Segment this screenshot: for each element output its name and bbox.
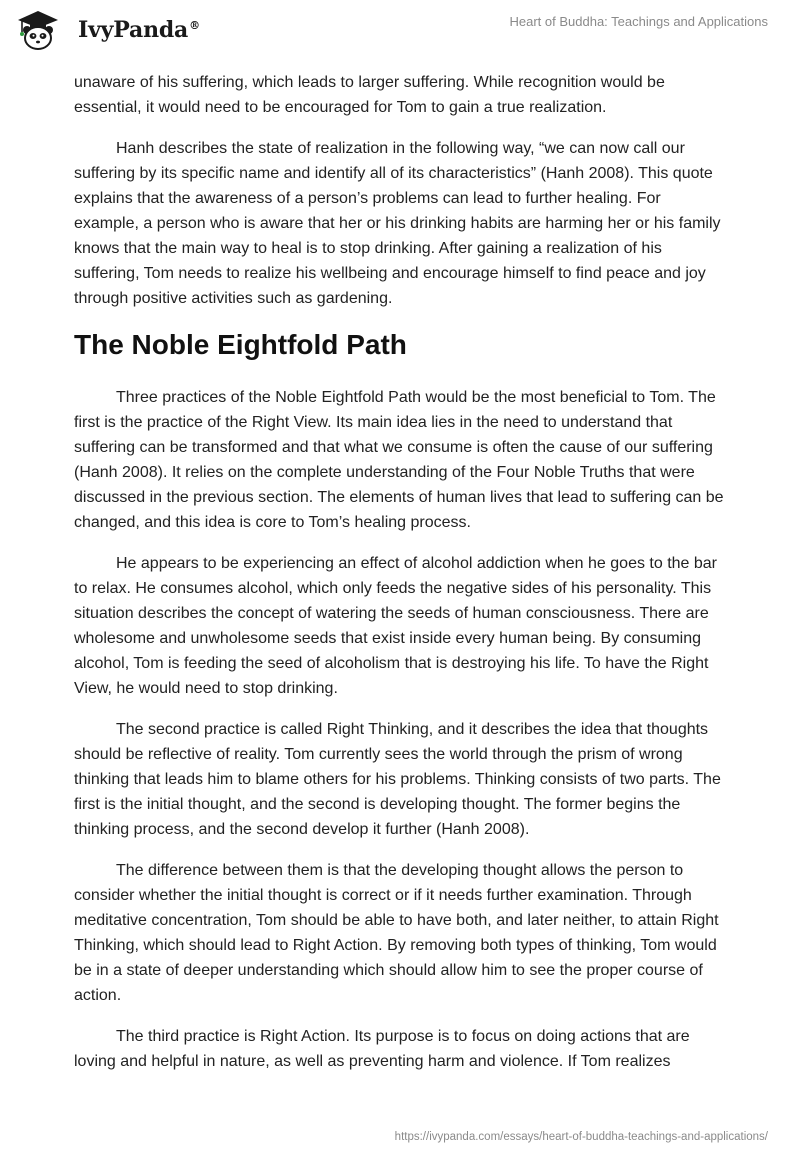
paragraph: He appears to be experiencing an effect of alcohol addiction when he goes to the bar to relax. He consumes alcohol, which only feeds the negative sides of his personality. This situation describes the concept of watering the seeds of human consciousness. There are wholesome and unwholesome seeds that exist inside every human being. By consuming alcohol, Tom is feeding the seed of alcoholism that is destroying his life. To have the Right View, he would need to stop drinking. [74,555,718,697]
panda-graduation-cap-icon [14,8,72,52]
registered-mark: ® [189,18,200,32]
paragraph: The third practice is Right Action. Its purpose is to focus on doing actions that are loving and helpful in nature, as well as preventing harm and violence. If Tom realizes [74,1028,690,1070]
paragraph: Hanh describes the state of realization in the following way, “we can now call our suffering by its specific name and identify all of its characteristics” (Hanh 2008). This quote explains that the awareness of a person’s problems can lead to further healing. For example, a person who is aware that her or his drinking habits are harming her or his family knows that the main way to heal is to stop drinking. After gaining a realization of his suffering, Tom needs to realize his wellbeing and encourage himself to find peace and joy through positive activities such as gardening. [74,140,721,307]
section-heading: The Noble Eightfold Path [74,329,407,360]
paragraph: unaware of his suffering, which leads to larger suffering. While recognition would be essential, it would need to be encouraged for Tom to gain a true realization. [74,74,665,116]
logo-text: IvyPanda® [78,17,200,43]
page-header [0,0,800,60]
paragraph: The second practice is called Right Thinking, and it describes the idea that thoughts should be reflective of reality. Tom currently sees the world through the prism of wrong thinking that leads him to blame others for his problems. Thinking consists of two parts. The first is the initial thought, and the second is developing thought. The former begins the thinking process, and the second develop it further (Hanh 2008). [74,721,721,838]
essay-content [74,70,726,1090]
paragraph: Three practices of the Noble Eightfold Path would be the most beneficial to Tom. The first is the practice of the Right View. Its main idea lies in the need to understand that suffering can be transformed and that what we consume is often the cause of our suffering (Hanh 2008). It relies on the complete understanding of the Four Noble Truths that were discussed in the previous section. The elements of human lives that lead to suffering can be changed, and this idea is core to Tom’s healing process. [74,389,724,531]
site-logo[interactable] [14,8,200,52]
source-url: https://ivypanda.com/essays/heart-of-buddha-teachings-and-applications/ [394,1131,768,1143]
page-title: Heart of Buddha: Teachings and Applications [509,14,768,29]
paragraph: The difference between them is that the developing thought allows the person to consider whether the initial thought is correct or if it needs further examination. Through meditative concentration, Tom should be able to have both, and later neither, to attain Right Thinking, which should lead to Right Action. By removing both types of thinking, Tom would be in a state of deeper understanding which should allow him to see the proper course of action. [74,862,719,1004]
